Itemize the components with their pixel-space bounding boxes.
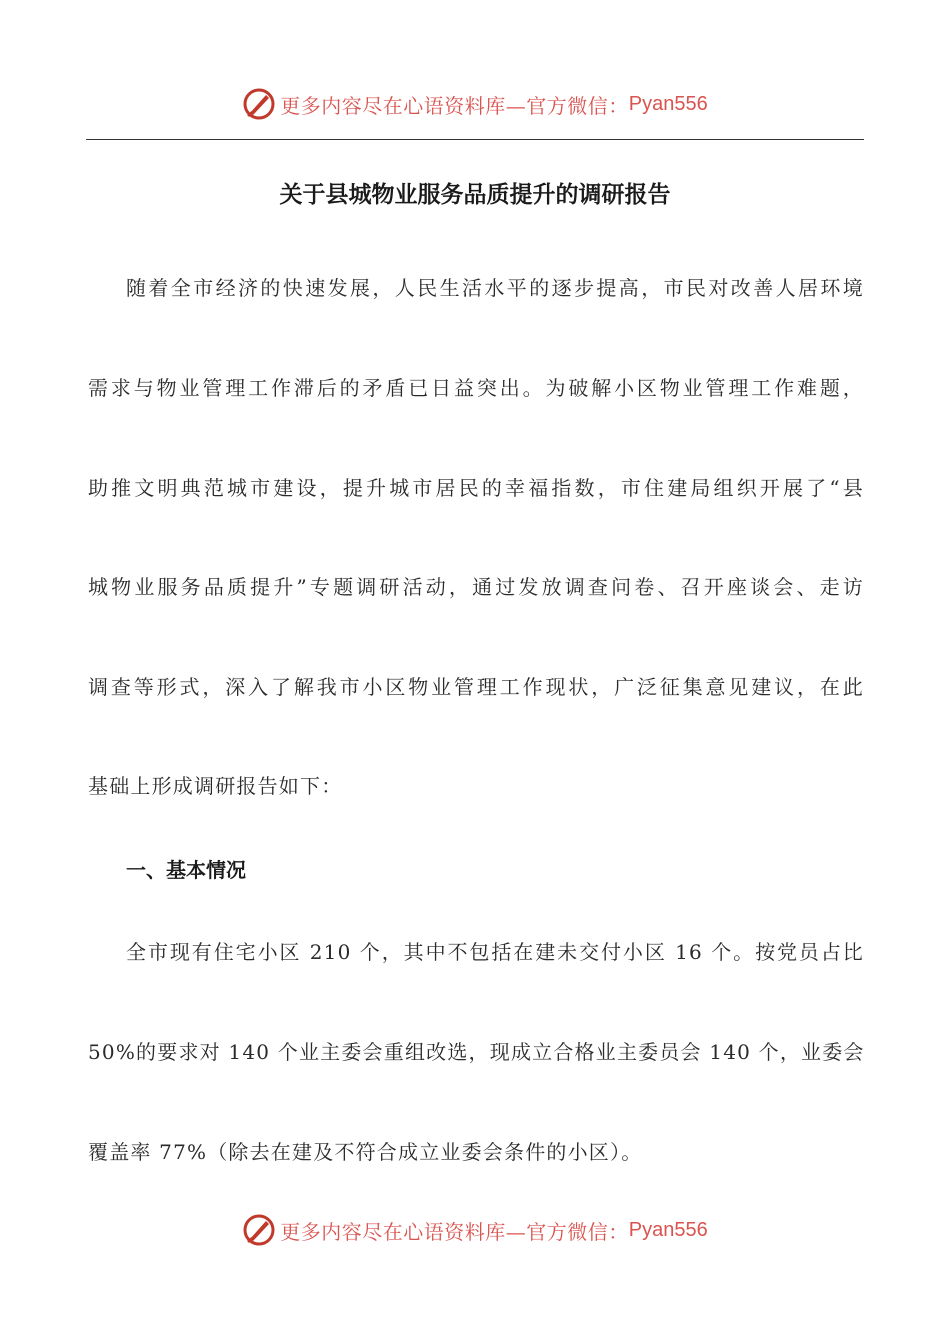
document-title: 关于县城物业服务品质提升的调研报告 [279, 182, 671, 208]
paragraph-line: 随着全市经济的快速发展，人民生活水平的逐步提高，市民对改善人居环境 [126, 276, 864, 300]
header-rule [86, 139, 864, 140]
quill-logo-icon [242, 1213, 276, 1247]
paragraph-line: 助推文明典范城市建设，提升城市居民的幸福指数，市住建局组织开展了“县 [88, 476, 864, 500]
banner-wechat-id: Pyan556 [628, 92, 708, 115]
paragraph-line: 城物业服务品质提升”专题调研活动，通过发放调查问卷、召开座谈会、走访 [88, 575, 864, 599]
banner-text: 更多内容尽在心语资料库—官方微信： [280, 1219, 629, 1244]
banner-text: 更多内容尽在心语资料库—官方微信： [280, 93, 629, 118]
section-heading: 一、基本情况 [126, 858, 246, 882]
paragraph-line: 全市现有住宅小区 210 个，其中不包括在建未交付小区 16 个。按党员占比 [126, 940, 864, 964]
paragraph-line: 需求与物业管理工作滞后的矛盾已日益突出。为破解小区物业管理工作难题， [88, 376, 864, 400]
quill-logo-icon [242, 87, 276, 121]
banner-wechat-id: Pyan556 [628, 1218, 708, 1241]
paragraph-line: 基础上形成调研报告如下： [88, 774, 343, 798]
paragraph-line: 覆盖率 77%（除去在建及不符合成立业委会条件的小区）。 [88, 1140, 643, 1164]
footer-banner [0, 1210, 950, 1250]
paragraph-line: 调查等形式，深入了解我市小区物业管理工作现状，广泛征集意见建议，在此 [88, 675, 864, 699]
header-banner [0, 84, 950, 124]
paragraph-line: 50%的要求对 140 个业主委会重组改选，现成立合格业主委员会 140 个，业委会 [88, 1040, 865, 1064]
